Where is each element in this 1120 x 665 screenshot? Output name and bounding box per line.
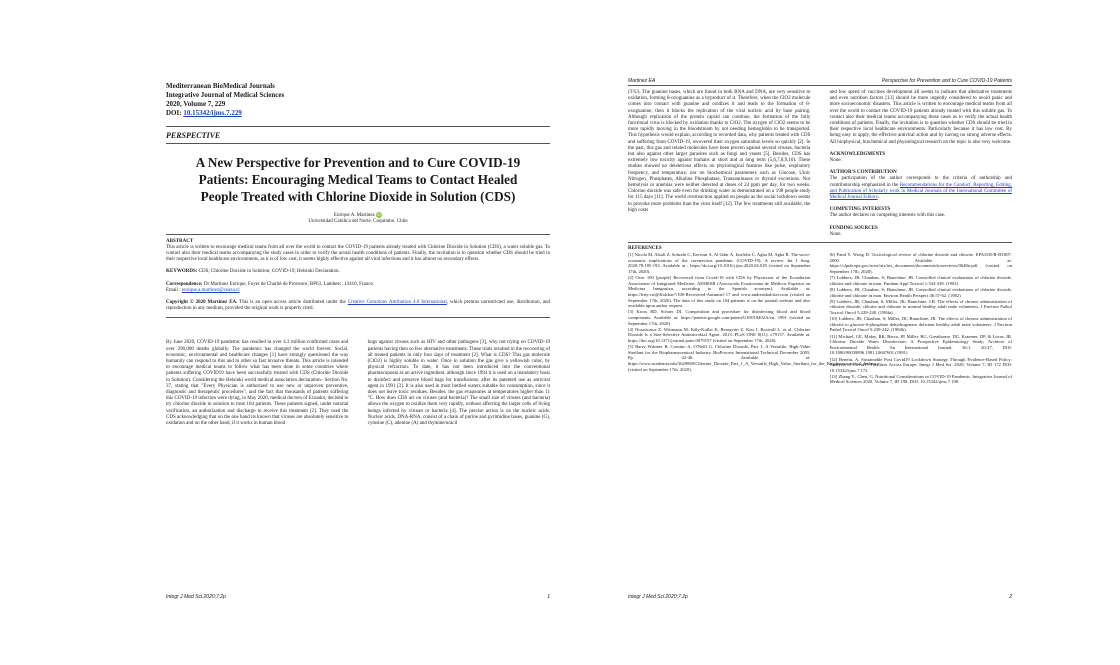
divider bbox=[166, 143, 550, 144]
body-column-right bbox=[830, 90, 1012, 238]
contrib-pre: The participation of the author corresponds to the criteria of authorship and contributorship emphasized in the bbox=[829, 176, 1012, 188]
footer-citation: Integr J Med Sci.2020;7:2p bbox=[166, 594, 226, 600]
icmje-link[interactable]: Recommendations for the Conduct, Reporting, Editing, and Publication of Scholarly work in Medical Journals of the International Committee of Medical Journal Editors bbox=[829, 182, 1012, 201]
contrib-post: . bbox=[877, 195, 879, 201]
funding-text: None. bbox=[829, 231, 842, 237]
copyright-label: Copyright © 2020 Martinez EA. bbox=[166, 299, 238, 305]
references-left bbox=[628, 252, 880, 385]
body-column-right: bugs against viruses such as HIV and other pathogens [3], why not trying on COVID-19 patients having then so few alternative treatments. These trials resulted in the recovering of all treated patients in only four days of treatment [2]. What is CDS? This gas molecule (ClO2) is highly soluble in water. Once in solution the gas give a yellowish color, by physical refraction. To date, it has not been introduced into the conventional pharmacopoeia as an active ingredient, although since 1994 it is used on a mandatory basis to disinfect and preserve blood bags for transfusions, after its patented use as antiviral agent in 1991 [3]. It is also used in most bottled waters suitable for consumption, since it does not leave toxic residues. Besides, the gas evaporates at temperatures higher than 11 °C. How does CDS act on viruses (and bacteria)? The small size of viruses (and bacteria) allows the oxygen to oxidize them very rapidly, without affecting the larger cells of living beings infected by viruses or bacteria [4]. The precise action is on the nucleic acids. Nucleic acids, DNA-RNA, consist of a chain of purine and pyrimidine bases, guanine (G), cytosine (C), adenine (A) and thymine/uracil bbox=[367, 340, 550, 427]
license-link[interactable]: Creative Commons Attribution 4.0 International bbox=[347, 299, 447, 305]
header-title: Perspective for Prevention and to Cure COVID-19 Patients bbox=[881, 78, 1012, 84]
journal-name: Mediterranean BioMedical Journals bbox=[166, 82, 275, 90]
references-heading: REFERENCES bbox=[628, 246, 662, 252]
abstract-text: This article is written to encourage medical teams from all over the world to contact the COVID-19 patients already treated with Chlorine Dioxide in Solution (CDS), a water soluble gas. To contact also their medical teams accompanying the study cases in order to verify the actual health conditions of patients. Finally, the invitation is to question whether CDS should be tried in their respective local healthcare environments, as it is of low cost, it seems highly effective against all viral infections and it has almost no secondary effects. bbox=[166, 244, 550, 263]
email-link[interactable]: enrique.a.martinez@ceaza.cl bbox=[181, 287, 240, 293]
divider bbox=[628, 242, 1012, 243]
references-columns bbox=[628, 252, 1012, 385]
funding-heading: FUNDING SOURCES bbox=[829, 225, 878, 231]
section-label: PERSPECTIVE bbox=[166, 131, 221, 140]
reference-item: [10] Lubbers, JR; Chauhan, S; Miller, JK; Bianchine, JR. The effects of chronic administration of chlorite to glucose-6-phosphate dehydrogenase deficient healthy adult male volunteers. J Environ Pathol Toxicol Oncol 5:239-242. (1984b). bbox=[829, 316, 1012, 333]
footer-citation: Integr J Med Sci.2020;7:2p bbox=[628, 594, 688, 600]
competing-text: The author declares no competing interests with this case. bbox=[829, 213, 946, 219]
divider bbox=[166, 317, 550, 318]
author-line bbox=[166, 212, 550, 219]
keywords bbox=[166, 269, 550, 275]
reference-item: [4] Noszticzius Z, Wittmann M, Kály-Kullai K, Beregvári Z, Kiss I, Rosivall L, et al. Chlorine Dioxide Is a Size-Selective Antimicrobial Agent. 2013. PLoS ONE 8(11): e79157. Available at: https://doi.org/10.1371/journal.pone.0079157 (visited on September 17th, 2020). bbox=[628, 326, 811, 343]
keywords-text: CDS; Chlorine Dioxide in Solution; COVID-19; Helsinki Declaration. bbox=[198, 269, 340, 275]
reference-item: [5] Barry Wittmer B, Cornino A, O'Neill G. Chlorine Dioxide, Part 1: A Versatile, High-Value Sterilant for the Biopharmaceutical Industry. BioProcess International Technical December 2005. Pp. 42-46. Available at: https://www.academia.edu/3629869/Chlorine_Dioxide_Part_1_A_Versatile_High_Value_Sterilant_for_the_Biopharmaceutical_Industry (visited on September 17th, 2020). bbox=[628, 344, 880, 372]
email-line bbox=[166, 288, 550, 294]
body-column-left: (T/U). The guanine bases, which are found in both RNA and DNA, are very sensitive to oxidation, forming 8-oxoguanine as a byproduct of it. Therefore, when the ClO2 molecule comes into contact with guanine and oxidizes it and leads to the formation of 8-oxoguanine, then it blocks the replication of the viral nucleic acid by base pairing. Although replication of the protein capsid can continue, the formation of the fully functional virus is blocked by oxidation thanks to ClO2. The oxygen of ClO2 seems to be more rapidly moving in the bloodstream by not needing hemoglobin to be transported. This hypothesis would explain, according to recorded data, why patients treated with CDS and suffering from COVID-19, recovered their oxygen saturation levels so quickly [2]. In the past, this gas and related molecules have been proven against several viruses, bacteria but also against other larger parasites such as fungi and yeasts [5]. Besides, CDS has extremely low toxicity against humans at short and at long term (5,6,7,8,9,10). These studies showed no deleterious effects on physiological features like pulse, respiratory frequency, and temperature, nor on biochemical parameters such as Glucose, Uinic Nitrogen, Phosphates, Alkaline Phosphatase, Transaminases or thyroid excretions. Nor hemolysis or anemias were neither detected at doses of 24 ppm per day, for two weeks. Chlorine dioxide was safe even for drinking water as demonstrated on a 198 people study for 115 days [11]. The world overreaction applied on people as the social lockdown seems to provoke more problems than the virus itself [12]. The few treatments still available, the high costs bbox=[628, 90, 811, 213]
page-footer bbox=[628, 594, 1012, 600]
page-2 bbox=[628, 78, 1012, 603]
page-1 bbox=[166, 78, 550, 603]
reference-item: [12] Benetti, A. Sustainable Post Covid19 Lockdown Strategy Through Evidence-Based Policy: Analysis of Covid19 Fatalities Across Europe. Integr J Med Sci. 2020; Volume 7, ID 172 DOI: 10.15342/ijms.7.172 bbox=[829, 356, 1012, 373]
body-column-left: By June 2020, COVID-19 pandemic has resulted in over 4.3 million confirmed cases and over 290,000 deaths globally. The pandemic has changed the world forever. Social, economic, environmental and healthcare changes [1] have strongly questioned the way humanity can respond to this and to other so fast invasive threats. This article is intended to encourage medical teams to follow what has been done in some countries where patients suffering COVID19 have been successfully treated with CDS (Chlorine Dioxide in Solution). Considering the Helsinki world medical association declaration– Section No. 37, stating that "Every Physician is authorized to use new or unproven preventive, diagnostic and therapeutic procedures", and the fact that thousands of patients suffering this COVID-19 infection were dying, in May 2020, medical doctors of Ecuador, decided to try chlorine dioxide in solution to treat 104 patients. These patients signed, under notarial verification, an authorization and discharge to receive this treatment [2]. They used the CDS acknowledging that on the one hand its known that viruses are absolutely sensitive to oxidation and on the other hand, if it works in human blood bbox=[166, 340, 349, 427]
ack-text: None. bbox=[829, 158, 842, 164]
copyright-post: , which permits unrestricted use, distribution, and reproduction in any medium, provided the original work is properly cited. bbox=[166, 299, 550, 312]
doi-line bbox=[166, 109, 550, 118]
journal-volume: 2020, Volume 7, 229 bbox=[166, 100, 226, 108]
reference-item: [8] Lubbers, JR; Chauhan, S; Bianchine, JR. Controlled clinical evaluations of chlorine dioxide, chlorite and chlorate in man. Environ Health Perspect 46:57-62. (1982) bbox=[829, 287, 1012, 298]
body-columns bbox=[628, 90, 1012, 238]
correspondence-label: Correspondence: bbox=[166, 281, 203, 287]
doi-label: DOI: bbox=[166, 109, 182, 117]
reference-item: [9] Lubbers, JR; Chauhan, S; Miller, JK; Bianchine, J.R. The effects of chronic administration of chlorine dioxide, chlorite and chlorate to normal healthy adult male volunteers. J Environ Pathol Toxicol Oncol 5:229-238. (1984a). bbox=[829, 298, 1012, 315]
abstract-heading: ABSTRACT bbox=[166, 238, 194, 244]
doi-link[interactable]: 10.15342/ijms.7.229 bbox=[183, 109, 242, 117]
reference-item: [11] Michael, GE, Miday, RK, Bercz, JP, Miller, RG, Greathouse, DG, Kraemer, DF, & Lucas, JB. Chlorine Dioxide Water Disinfection: A Prospective Epidemiology Study, Archives of Environmental Health: An International Journal, 36:1, 20-27, DOI: 10.1080/00039896.1981.10667601 (1981) bbox=[829, 333, 1012, 356]
reference-item: [3] Kross RD, Schaer DI. Composition and procedure for disinfecting blood and blood components. Available at: https://patents.google.com/patent/US5019402A/en. 1991 (visited on September 17th, 2020). bbox=[628, 309, 811, 326]
journal-subtitle: Integrative Journal of Medical Sciences bbox=[166, 91, 285, 99]
divider bbox=[166, 126, 550, 127]
ack-heading: ACKNOWLEDGMENTS bbox=[829, 151, 886, 157]
affiliation: Universidad Católica del Norte, Coquimbo, Chile bbox=[308, 219, 408, 225]
orcid-icon[interactable]: iD bbox=[377, 212, 381, 217]
correspondence-text: Dr Martinez Enrique, Foyer de Charité de Provence, BP63, Lambesc, 13410, France. bbox=[203, 281, 374, 287]
author-name: Enrique A. Martinez bbox=[333, 213, 375, 219]
reference-item: [1] Nicola M, Alsafi Z, Sohrabi C, Kerwan A, Al-Jabir A, Iosifidis C, Agha M, Agha R. The socio-economic implications of the coronavirus pandemic (COVID-19): A review. Int J Surg. 2020;78:185-193. Available at : https://doi.org/10.1016/j.ijsu.2020.04.018 (visited on September 17th, 2020). bbox=[628, 252, 811, 275]
reference-item: [2] Over 100 [people] Recovered from Covid-19 with CDS by Physicians of the Ecuadorian Association of Integrated Medicine, AEMEMI (Asociación Ecuatoriana de Médicos Expertos en Medicina Integrativa, according to the Spanish acronym). Available at: https://frny.vn/@Kalckar?/100-Recovered-Autumn1-17 and www.andreaskalcker.com (visited on September 17th, 2020). The data of this study on 104 patients is on the journal website and also available upon author request. bbox=[628, 275, 811, 309]
article-title: A New Perspective for Prevention and to Cure COVID-19 Patients: Encouraging Medical Teams to Contact Healed People Treated with Chlorine Dioxide in Solution (CDS) bbox=[195, 155, 521, 204]
reference-item: [13] Zhang Y., Chen, G. Nutritional Considerations in COVID-19 Pandemic. Integrative Journal of Medical Sciences 2020, Volume 7, ID 198. DOI: 10.15342/ijms.7.198. bbox=[829, 373, 1012, 385]
divider bbox=[166, 234, 550, 235]
keywords-label: KEYWORDS: bbox=[166, 269, 198, 275]
header-author: Martinez EA bbox=[628, 78, 656, 84]
reference-item: [7] Lubbers, JR; Chauhan, S; Bianchine, JR. Controlled clinical evaluations of chlorine dioxide, chlorite and chlorate in man. Fundam Appl Toxicol 1:334-338. (1981) bbox=[829, 275, 1012, 286]
page-footer bbox=[166, 594, 550, 600]
page-number: 2 bbox=[1009, 594, 1012, 600]
competing-heading: COMPETING INTERESTS bbox=[829, 207, 891, 213]
reference-item: [6] Pand Y, Wong D. Toxicological review of chlorine dioxide and chlorite. EPA/635/R-00/007. 2000. Available at: https://cfpub.epa.gov/ncea/iris/iris_documents/documents/toxreviews/0648tr.pdf (visited on September 17th, 2020). bbox=[829, 252, 1012, 275]
conclusion-text: and low speed of vaccines development all seems to indicate that alternative treatments and even nutrition factors [13] should be more urgently considered to avoid panic and more socioeconomic disasters. This article is written to encourage medical teams from all over the world to contact the COVID-19 patients already treated with this soluble gas. To contact also their medical teams accompanying these cases as to verify the actual health conditions of patients. Finally, the invitation is to question whether CDS should be tried in their respective local healthcare environments. Particularly because it has low cost. By being easy to apply, the effective antiviral action and by having no strong adverse effects. All biophysical, biochemical and physiological research on the topic is also very welcome. bbox=[829, 90, 1012, 145]
body-columns bbox=[166, 340, 550, 427]
page-number: 1 bbox=[547, 594, 550, 600]
email-label: Email : bbox=[166, 287, 181, 293]
contrib-heading: AUTHOR'S CONTRIBUTION bbox=[829, 170, 897, 176]
page-header bbox=[628, 78, 1012, 84]
copyright bbox=[166, 300, 550, 312]
copyright-pre: This is an open access article distributed under the bbox=[239, 299, 346, 305]
references-right bbox=[830, 252, 1012, 385]
divider bbox=[628, 85, 1012, 86]
contrib-text bbox=[830, 176, 1012, 201]
